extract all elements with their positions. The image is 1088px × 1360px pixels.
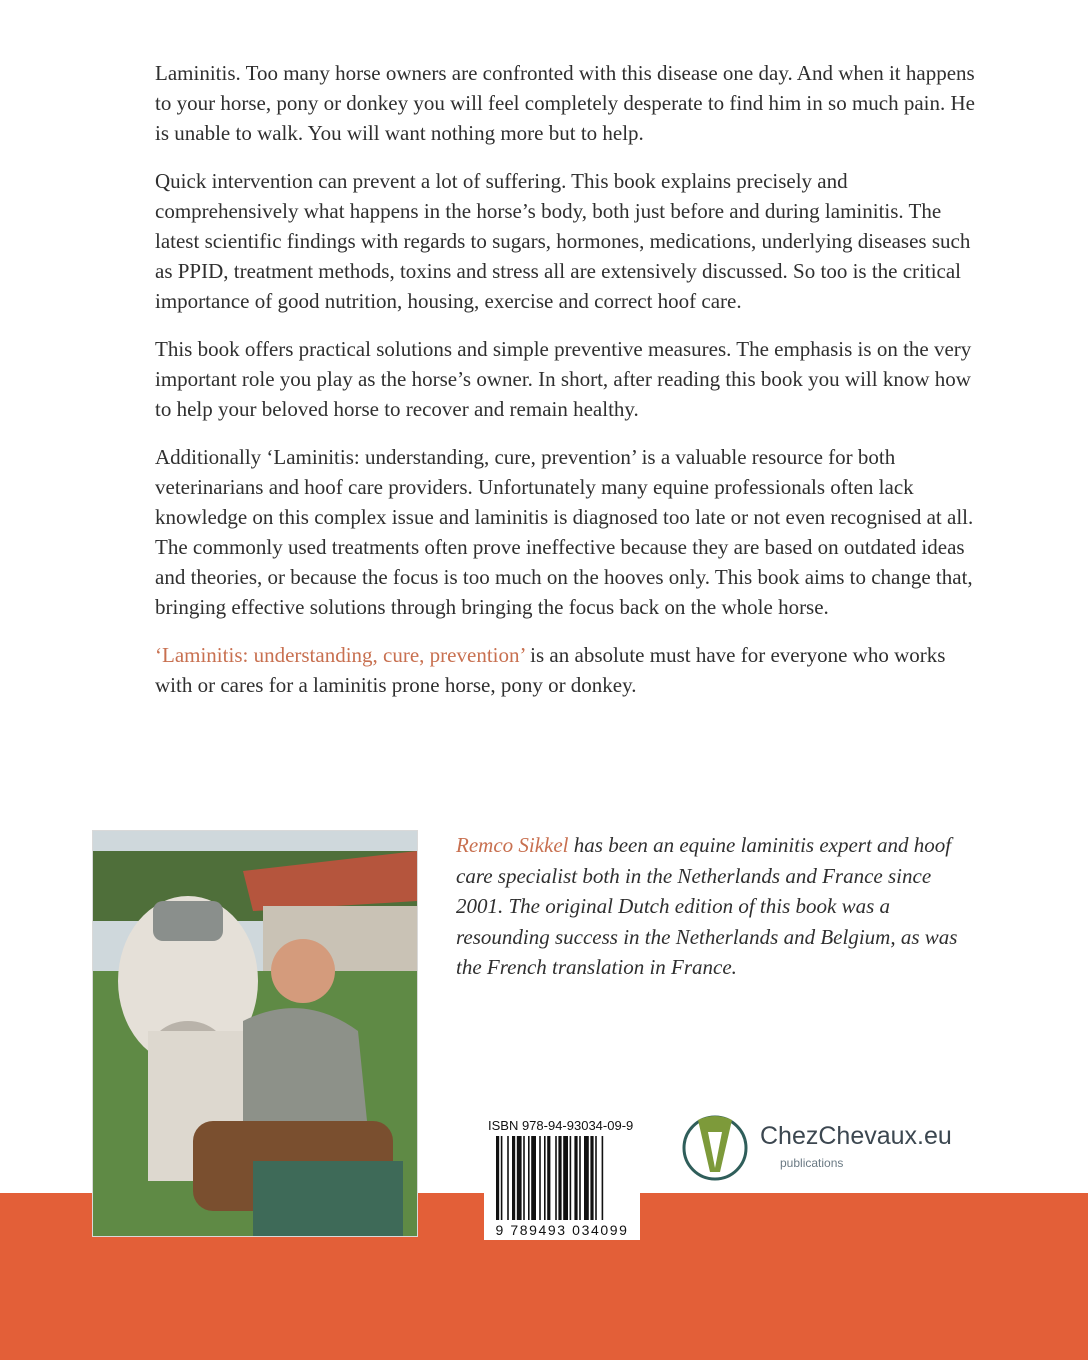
horseshoe-icon [680, 1110, 750, 1185]
publisher-subtitle: publications [780, 1156, 844, 1170]
book-title: ‘Laminitis: understanding, cure, prevention’ [155, 643, 525, 667]
paragraph-closing [155, 640, 985, 700]
isbn-label: ISBN 978-94-93034-09-9 [488, 1118, 634, 1133]
paragraph-professionals: Additionally ‘Laminitis: understanding, cure, prevention’ is a valuable resource for both veterinarians and hoof care providers. Unfortunately many equine professionals often lack knowledge on this complex issue and laminitis is diagnosed too late or not even recognised at all. The commonly used treatments often prove ineffective because they are based on outdated ideas and theories, or because the focus is too much on the hooves only. This book aims to change that, bringing effective solutions through bringing the focus back on the whole horse. [155, 445, 974, 619]
back-cover-blurb [155, 58, 985, 718]
paragraph-intervention: Quick intervention can prevent a lot of suffering. This book explains precisely and comprehensively what happens in the horse’s body, both just before and during laminitis. The latest scientific findings with regards to sugars, hormones, medications, underlying diseases such as PPID, treatment methods, toxins and stress all are extensively discussed. So too is the critical importance of good nutrition, housing, exercise and correct hoof care. [155, 169, 971, 313]
barcode-digits: 9 789493 034099 [495, 1222, 629, 1238]
publisher-logo [680, 1110, 970, 1185]
author-photo-illustration [93, 831, 417, 1236]
paragraph-intro: Laminitis. Too many horse owners are confronted with this disease one day. And when it happens to your horse, pony or donkey you will feel completely desperate to find him in so much pain. He is unable to walk. You will want nothing more but to help. [155, 61, 975, 145]
barcode [484, 1116, 640, 1240]
author-name: Remco Sikkel [456, 833, 569, 857]
publisher-name: ChezChevaux.eu [760, 1122, 952, 1150]
closing-text: is an absolute must have for everyone who works with or cares for a laminitis prone horse, pony or donkey. [155, 643, 946, 697]
author-photo [92, 830, 418, 1237]
author-bio-text: has been an equine laminitis expert and hoof care specialist both in the Netherlands and France since 2001. The original Dutch edition of this book was a resounding success in the Netherlands and Belgium, as was the French translation in France. [456, 833, 958, 979]
author-bio [456, 830, 976, 983]
paragraph-solutions: This book offers practical solutions and simple preventive measures. The emphasis is on the very important role you play as the horse’s owner. In short, after reading this book you will know how to help your beloved horse to recover and remain healthy. [155, 337, 972, 421]
